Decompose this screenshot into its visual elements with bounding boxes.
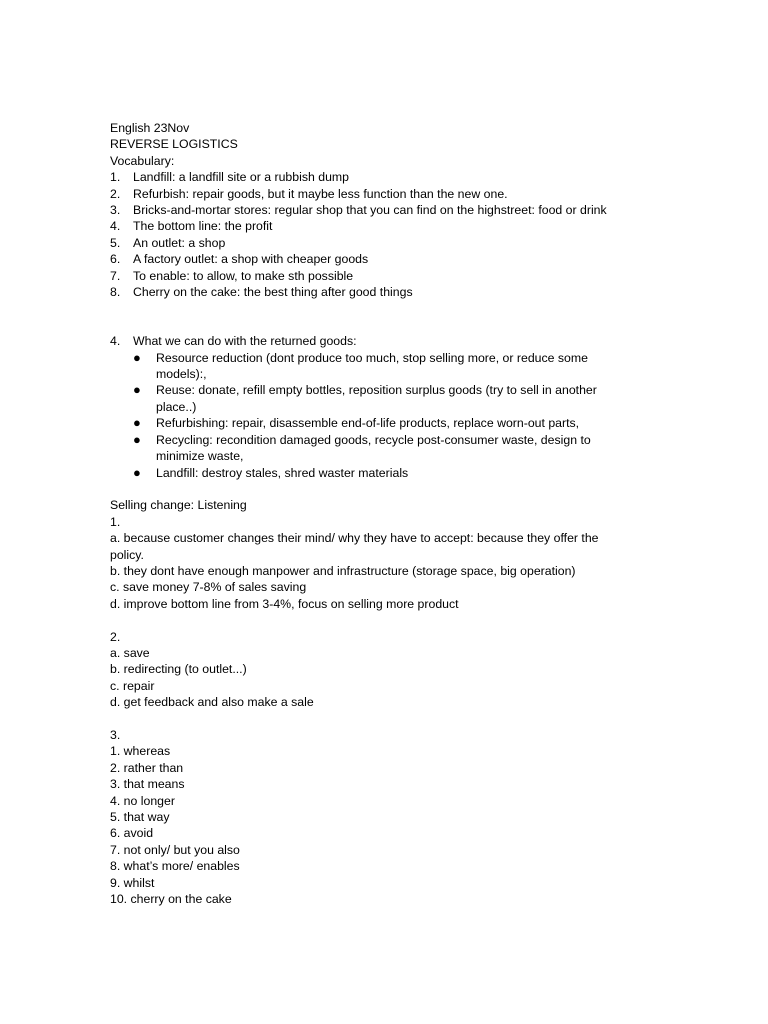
bullet-icon: ●: [133, 431, 141, 447]
part-label: 3.: [110, 727, 121, 742]
list-item: [110, 186, 650, 202]
returned-goods-heading: [110, 333, 650, 349]
vocabulary-heading: Vocabulary:: [110, 153, 175, 168]
list-item-text: A factory outlet: a shop with cheaper goods: [133, 252, 369, 267]
document-subject: REVERSE LOGISTICS: [110, 137, 238, 152]
answer-line: a. save: [110, 645, 150, 660]
vocabulary-list: [110, 169, 650, 300]
bullet-item: [110, 382, 613, 415]
answer-line: d. improve bottom line from 3-4%, focus on selling more product: [110, 596, 459, 611]
bullet-text: Recycling: recondition damaged goods, recycle post-consumer waste, design to minimize waste,: [156, 432, 591, 464]
part-label: 2.: [110, 629, 121, 644]
part-label: 1.: [110, 514, 121, 529]
list-number: 7.: [110, 268, 121, 283]
answer-line: 6. avoid: [110, 826, 154, 841]
answer-line: 10. cherry on the cake: [110, 892, 232, 907]
spacer: [110, 612, 650, 628]
bullet-icon: ●: [133, 349, 141, 365]
list-number: 4.: [110, 219, 121, 234]
list-item: [110, 169, 650, 185]
bullet-icon: ●: [133, 382, 141, 398]
bullet-icon: ●: [133, 464, 141, 480]
bullet-text: Resource reduction (dont produce too much, stop selling more, or reduce some models):,: [156, 350, 588, 382]
list-number: 2.: [110, 186, 121, 201]
list-item-text: The bottom line: the profit: [133, 219, 273, 234]
spacer: [110, 481, 650, 497]
list-number: 8.: [110, 285, 121, 300]
answer-line: 4. no longer: [110, 793, 175, 808]
list-item: [110, 284, 650, 300]
list-item: [110, 202, 650, 218]
list-item-text: Refurbish: repair goods, but it maybe less function than the new one.: [133, 186, 508, 201]
answer-line: 7. not only/ but you also: [110, 842, 240, 857]
answer-line: b. they dont have enough manpower and infrastructure (storage space, big operation): [110, 563, 576, 578]
bullet-item: [110, 465, 613, 481]
answer-line: b. redirecting (to outlet...): [110, 662, 247, 677]
bullet-item: [110, 432, 613, 465]
list-item-text: Landfill: a landfill site or a rubbish dump: [133, 170, 350, 185]
bullet-icon: ●: [133, 415, 141, 431]
list-item-text: To enable: to allow, to make sth possible: [133, 268, 354, 283]
list-item: [110, 251, 650, 267]
answer-line: 1. whereas: [110, 744, 171, 759]
answer-line: 3. that means: [110, 777, 185, 792]
bullet-text: Landfill: destroy stales, shred waster materials: [156, 465, 409, 480]
bullet-item: [110, 415, 613, 431]
spacer: [110, 300, 650, 333]
list-item: [110, 235, 650, 251]
list-number: 1.: [110, 170, 121, 185]
answer-line: c. repair: [110, 678, 155, 693]
returned-goods-bullets: [110, 350, 650, 481]
list-item: [110, 268, 650, 284]
list-number: 6.: [110, 252, 121, 267]
list-item-text: Bricks-and-mortar stores: regular shop that you can find on the highstreet: food or drink: [133, 203, 607, 218]
list-number: 3.: [110, 203, 121, 218]
bullet-text: Refurbishing: repair, disassemble end-of-life products, replace worn-out parts,: [156, 416, 580, 431]
answer-line: 2. rather than: [110, 760, 184, 775]
document-body: [110, 120, 650, 907]
bullet-item: [110, 350, 613, 383]
document-title: English 23Nov: [110, 121, 190, 135]
list-item: [110, 218, 650, 234]
returned-goods-heading-text: What we can do with the returned goods:: [133, 334, 357, 349]
answer-line: a. because customer changes their mind/ why they have to accept: because they offer the: [110, 531, 599, 546]
answer-line: d. get feedback and also make a sale: [110, 695, 314, 710]
list-item-text: An outlet: a shop: [133, 235, 226, 250]
list-item-text: Cherry on the cake: the best thing after good things: [133, 285, 413, 300]
answer-line: 8. what’s more/ enables: [110, 859, 240, 874]
bullet-text: Reuse: donate, refill empty bottles, reposition surplus goods (try to sell in another place..): [156, 383, 597, 414]
list-number: 5.: [110, 235, 121, 250]
answer-line: 5. that way: [110, 810, 170, 824]
listening-heading: Selling change: Listening: [110, 498, 247, 513]
spacer: [110, 711, 650, 727]
answer-line: 9. whilst: [110, 875, 155, 890]
answer-line: policy.: [110, 547, 144, 562]
answer-line: c. save money 7-8% of sales saving: [110, 580, 307, 595]
list-number: 4.: [110, 334, 121, 349]
